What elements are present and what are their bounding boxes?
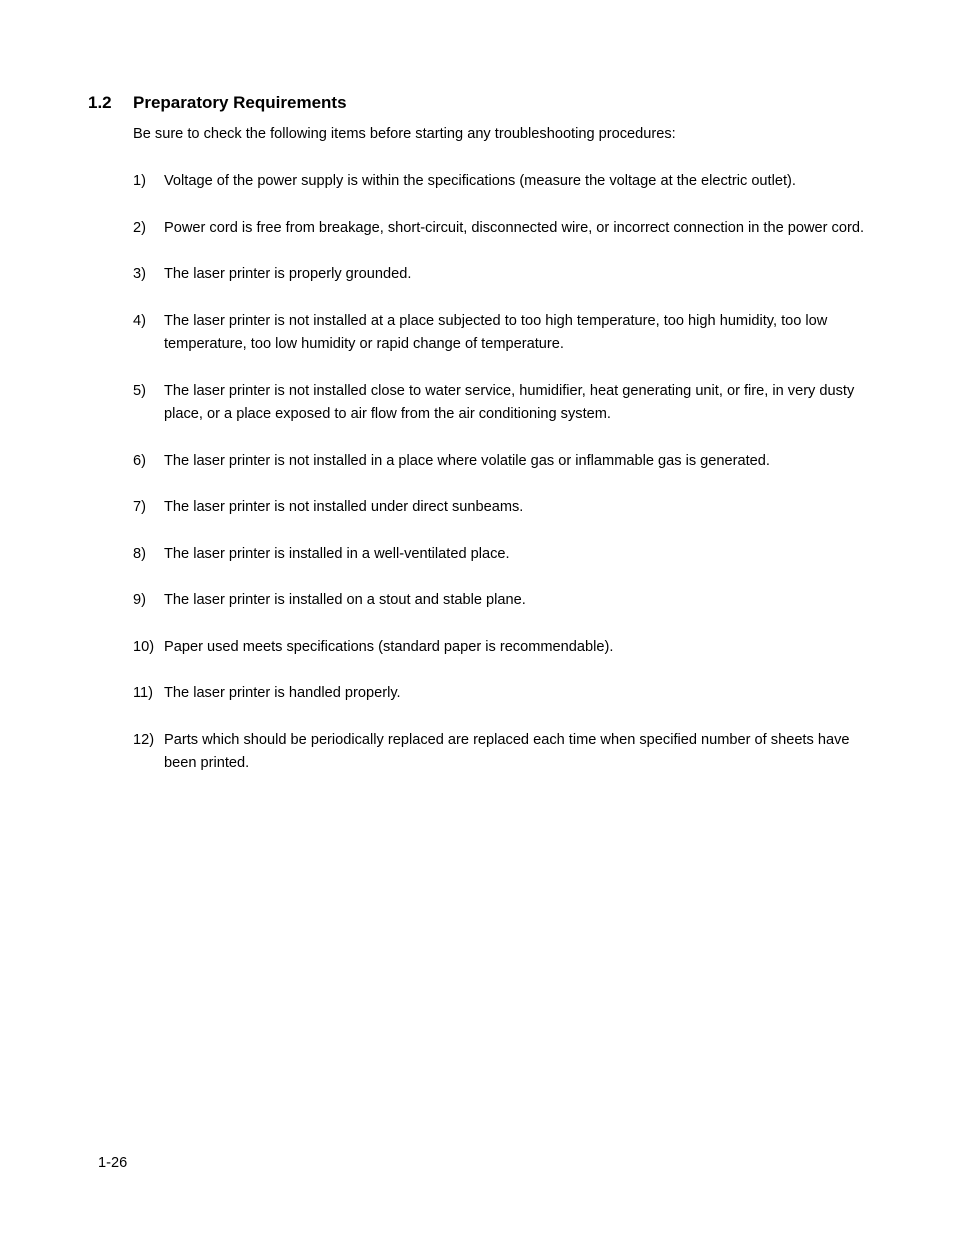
list-item <box>133 380 873 427</box>
item-number: 12) <box>133 731 155 748</box>
item-text: The laser printer is not installed at a place subjected to too high temperature, too high humidity, too low temperature, too low humidity or rapid change of temperature. <box>164 312 828 352</box>
item-number: 7) <box>133 499 146 515</box>
list-item <box>133 310 873 357</box>
list-item <box>133 170 873 194</box>
intro-paragraph: Be sure to check the following items before starting any troubleshooting procedures: <box>133 126 676 142</box>
list-item <box>133 543 873 567</box>
item-number: 1) <box>133 173 146 189</box>
item-number: 3) <box>133 266 146 282</box>
item-text: Paper used meets specifications (standard paper is recommendable). <box>164 638 614 655</box>
item-text: Power cord is free from breakage, short-circuit, disconnected wire, or incorrect connection in the power cord. <box>164 219 865 236</box>
list-item <box>133 636 873 660</box>
item-number: 10) <box>133 638 155 655</box>
item-text: The laser printer is properly grounded. <box>164 266 412 282</box>
page-number: 1-26 <box>98 1155 128 1171</box>
item-number: 4) <box>133 312 146 329</box>
item-text: The laser printer is not installed under direct sunbeams. <box>164 499 524 515</box>
item-text: The laser printer is handled properly. <box>164 685 401 701</box>
section-number: 1.2 <box>88 93 112 112</box>
list-item <box>133 496 873 520</box>
section-heading <box>88 91 347 115</box>
item-number: 5) <box>133 382 146 399</box>
item-text: Voltage of the power supply is within the specifications (measure the voltage at the electric outlet). <box>164 173 796 189</box>
item-text: The laser printer is installed on a stout and stable plane. <box>164 592 526 608</box>
item-number: 11) <box>133 685 154 701</box>
list-item <box>133 263 873 287</box>
section-title: Preparatory Requirements <box>133 93 347 112</box>
list-item <box>133 682 873 706</box>
item-number: 8) <box>133 545 146 562</box>
item-text: Parts which should be periodically replaced are replaced each time when specified number of sheets have been printed. <box>164 731 850 771</box>
item-number: 9) <box>133 592 146 608</box>
item-number: 2) <box>133 219 146 236</box>
list-item <box>133 589 873 613</box>
list-item <box>133 450 873 474</box>
item-text: The laser printer is installed in a well-ventilated place. <box>164 545 510 562</box>
item-text: The laser printer is not installed close to water service, humidifier, heat generating unit, or fire, in very dusty place, or a place exposed to air flow from the air conditioning system. <box>164 382 855 422</box>
item-number: 6) <box>133 452 146 469</box>
item-text: The laser printer is not installed in a place where volatile gas or inflammable gas is generated. <box>164 452 770 469</box>
list-item <box>133 217 873 241</box>
requirements-list <box>133 170 873 799</box>
list-item <box>133 729 873 776</box>
